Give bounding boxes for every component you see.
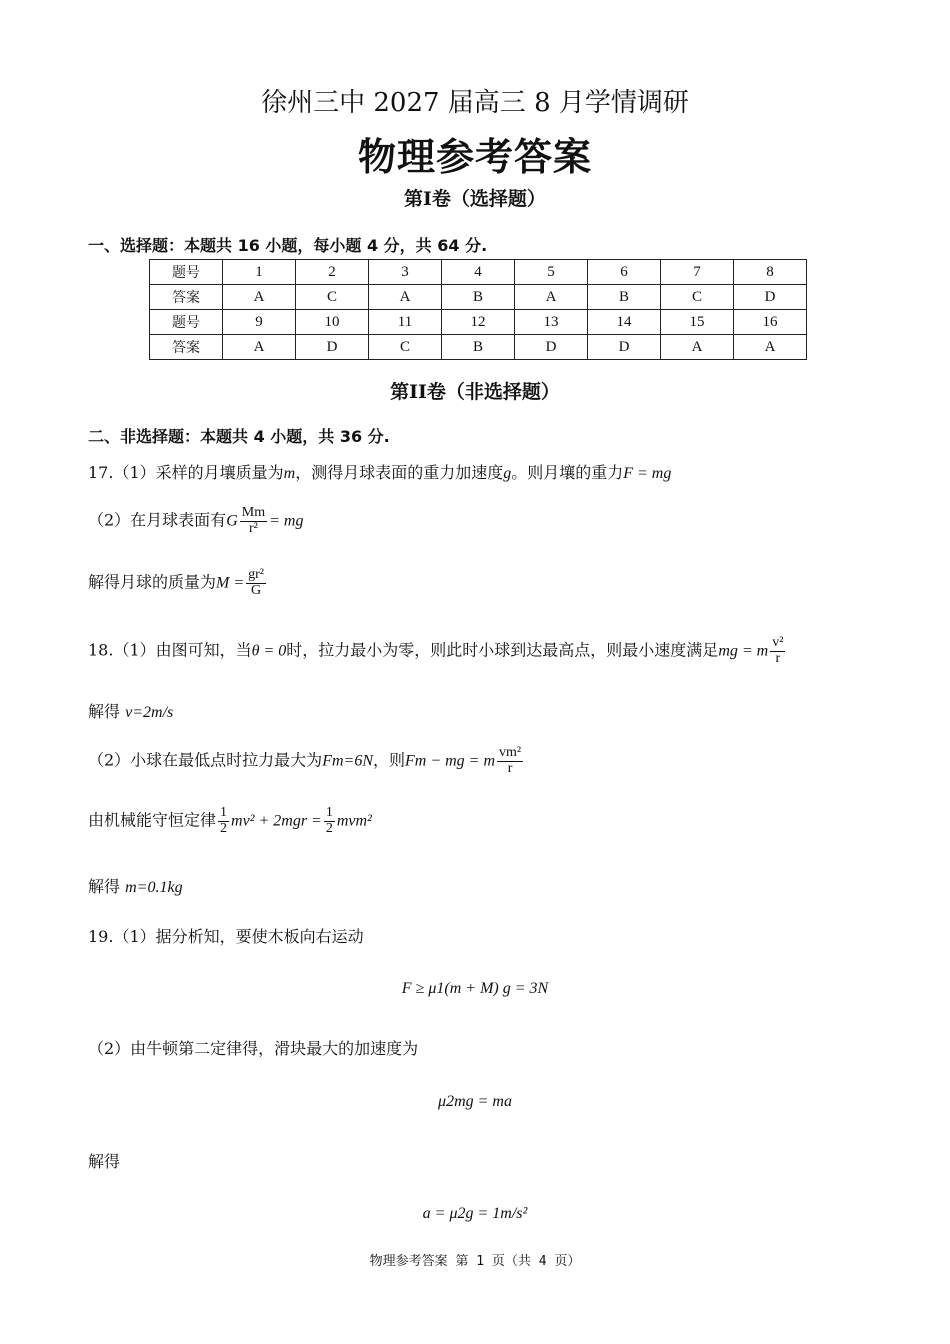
q19-equation-3: a = μ2g = 1m/s²: [422, 1205, 528, 1222]
row-label: 题号: [150, 260, 223, 285]
q19-line-3: 解得: [88, 1152, 121, 1171]
answer-cell: B: [442, 335, 515, 360]
part1-heading: 一、选择题：本题共 16 小题，每小题 4 分，共 64 分.: [88, 236, 488, 255]
answer-cell: A: [661, 335, 734, 360]
row-label: 题号: [150, 310, 223, 335]
document-title: 物理参考答案: [357, 135, 592, 179]
q19-equation-2: μ2mg = ma: [438, 1093, 512, 1110]
answer-cell: D: [588, 335, 661, 360]
table-row: [150, 335, 807, 360]
row-label: 答案: [150, 335, 223, 360]
math-fraction: $\frac{1}{2}$: [325, 805, 333, 836]
part1-title: 第I卷（选择题）: [404, 188, 546, 210]
answer-cell: A: [369, 285, 442, 310]
answer-cell: C: [661, 285, 734, 310]
q18-line-5: 解得 m=0.1kg: [88, 877, 183, 896]
question-number: 8: [734, 260, 807, 285]
math-fraction: $\frac{\text{vm²}}{r}$: [499, 745, 522, 776]
table-row: [150, 260, 807, 285]
table-row: [150, 310, 807, 335]
q19-line-2: （2）由牛顿第二定律得，滑块最大的加速度为: [88, 1039, 419, 1058]
q18-line-4: 由机械能守恒定律 $\frac{1}{2}$ mv² + 2mgr = $\frac{1}{2}$ mvm²: [88, 805, 372, 836]
question-number: 12: [442, 310, 515, 335]
part2-heading: 二、非选择题：本题共 4 小题，共 36 分.: [88, 427, 390, 446]
answer-cell: D: [734, 285, 807, 310]
question-number: 9: [223, 310, 296, 335]
answer-cell: D: [296, 335, 369, 360]
answer-table: [149, 259, 807, 360]
answer-cell: C: [369, 335, 442, 360]
question-number: 15: [661, 310, 734, 335]
math-equation: F = mg: [623, 465, 672, 482]
question-number: 16: [734, 310, 807, 335]
math-fraction: $\frac{\text{gr²}}{G}$: [248, 567, 264, 598]
answer-cell: C: [296, 285, 369, 310]
math-fraction: $\frac{\text{v²}}{r}$: [772, 635, 784, 666]
q19-line-1: 19.（1）据分析知，要使木板向右运动: [88, 927, 364, 946]
q17-line-2: （2）在月球表面有G $\frac{Mm}{\text{r²}}$ = mg: [88, 505, 304, 536]
math-fraction: $\frac{1}{2}$: [220, 805, 228, 836]
q18-line-3: （2）小球在最低点时拉力最大为Fm=6N，则Fm − mg = m $\frac{\text{vm²}}{r}$: [88, 745, 522, 776]
question-number: 1: [223, 260, 296, 285]
answer-cell: D: [515, 335, 588, 360]
answer-cell: B: [442, 285, 515, 310]
table-row: [150, 285, 807, 310]
q19-equation-1: F ≥ μ1(m + M) g = 3N: [401, 980, 549, 997]
answer-cell: A: [223, 335, 296, 360]
answer-cell: A: [734, 335, 807, 360]
q17-line-1: 17.（1）采样的月壤质量为m，测得月球表面的重力加速度g。则月壤的重力F = mg: [88, 463, 672, 482]
question-number: 11: [369, 310, 442, 335]
answer-cell: B: [588, 285, 661, 310]
question-number: 3: [369, 260, 442, 285]
question-number: 13: [515, 310, 588, 335]
answer-cell: A: [515, 285, 588, 310]
question-number: 2: [296, 260, 369, 285]
q18-line-2: 解得 v=2m/s: [88, 702, 174, 721]
math-var: g: [503, 465, 512, 482]
q18-line-1: 18.（1）由图可知，当θ = 0时，拉力最小为零，则此时小球到达最高点，则最小速度满足mg = m $\frac{\text{v²}}{r}$: [88, 635, 784, 666]
question-number: 5: [515, 260, 588, 285]
q17-line-3: 解得月球的质量为M = $\frac{\text{gr²}}{G}$: [88, 567, 264, 598]
question-number: 6: [588, 260, 661, 285]
question-number: 4: [442, 260, 515, 285]
question-number: 7: [661, 260, 734, 285]
math-fraction: $\frac{Mm}{\text{r²}}$: [241, 505, 266, 536]
question-number: 14: [588, 310, 661, 335]
row-label: 答案: [150, 285, 223, 310]
part2-title: 第II卷（非选择题）: [390, 381, 560, 403]
question-number: 10: [296, 310, 369, 335]
answer-cell: A: [223, 285, 296, 310]
math-var: m: [283, 465, 296, 482]
page-footer: 物理参考答案 第 1 页（共 4 页）: [369, 1254, 581, 1269]
school-title: 徐州三中 2027 届高三 8 月学情调研: [261, 88, 689, 118]
